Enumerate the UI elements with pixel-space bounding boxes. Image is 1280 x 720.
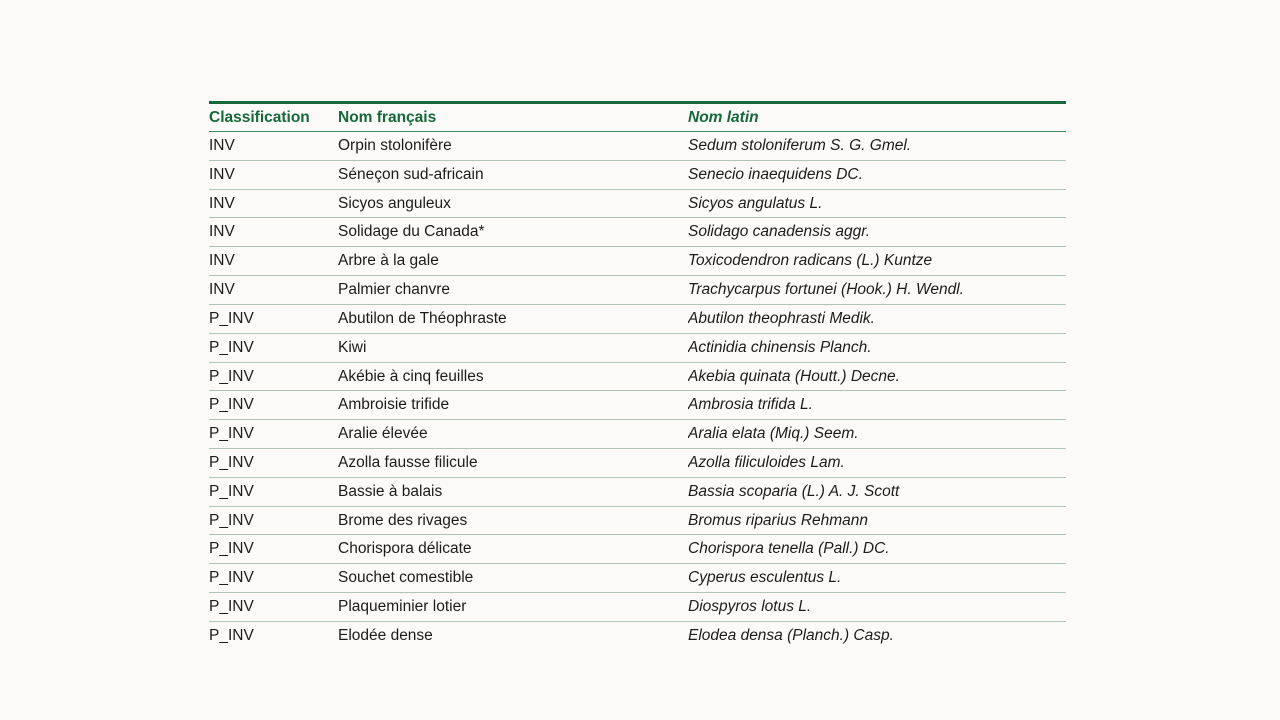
cell-nom-francais: Souchet comestible [338,564,688,593]
cell-classification: P_INV [209,593,338,622]
cell-classification: P_INV [209,420,338,449]
cell-nom-francais: Akébie à cinq feuilles [338,362,688,391]
table-row [209,477,1066,506]
cell-nom-latin: Trachycarpus fortunei (Hook.) H. Wendl. [688,276,1066,305]
cell-nom-latin: Cyperus esculentus L. [688,564,1066,593]
cell-classification: INV [209,132,338,161]
cell-classification: INV [209,218,338,247]
column-header-classification-label: Classification [209,109,310,126]
table-row [209,362,1066,391]
table-row [209,218,1066,247]
cell-nom-latin: Solidago canadensis aggr. [688,218,1066,247]
table-header-row [209,104,1066,132]
column-header-nom-francais [338,104,688,132]
cell-nom-francais: Abutilon de Théophraste [338,304,688,333]
table-row [209,391,1066,420]
cell-classification: INV [209,247,338,276]
cell-nom-francais: Kiwi [338,333,688,362]
cell-nom-francais: Arbre à la gale [338,247,688,276]
table-row [209,506,1066,535]
cell-classification: P_INV [209,333,338,362]
table-head [209,100,1066,132]
cell-nom-francais: Bassie à balais [338,477,688,506]
table-row [209,132,1066,161]
cell-nom-latin: Abutilon theophrasti Medik. [688,304,1066,333]
cell-nom-latin: Elodea densa (Planch.) Casp. [688,626,894,644]
cell-classification: INV [209,276,338,305]
cell-classification: P_INV [209,506,338,535]
cell-nom-francais: Elodée dense [338,626,433,644]
cell-nom-latin: Bromus riparius Rehmann [688,506,1066,535]
table-row [209,247,1066,276]
table-row [209,304,1066,333]
table-row [209,333,1066,362]
cell-classification: INV [209,160,338,189]
cell-nom-francais: Aralie élevée [338,420,688,449]
table-row [209,593,1066,622]
cell-nom-francais: Palmier chanvre [338,276,688,305]
table-row [209,189,1066,218]
cell-classification: P_INV [209,626,254,644]
cell-nom-francais: Brome des rivages [338,506,688,535]
cell-classification: INV [209,189,338,218]
table-body [209,132,1066,650]
table-row [209,621,1066,649]
cell-nom-latin: Azolla filiculoides Lam. [688,448,1066,477]
cell-classification: P_INV [209,391,338,420]
cell-nom-latin: Aralia elata (Miq.) Seem. [688,420,1066,449]
cell-nom-latin: Toxicodendron radicans (L.) Kuntze [688,247,1066,276]
cell-nom-francais: Séneçon sud-africain [338,160,688,189]
cell-nom-francais: Ambroisie trifide [338,391,688,420]
cell-nom-latin: Senecio inaequidens DC. [688,160,1066,189]
cell-nom-francais: Plaqueminier lotier [338,593,688,622]
table-row [209,420,1066,449]
table-row [209,448,1066,477]
cell-nom-francais: Chorispora délicate [338,535,688,564]
column-header-nom-francais-label: Nom français [338,109,437,126]
cell-classification: P_INV [209,564,338,593]
cell-nom-latin: Akebia quinata (Houtt.) Decne. [688,362,1066,391]
cell-nom-latin: Sicyos angulatus L. [688,189,1066,218]
table-row [209,276,1066,305]
cell-nom-latin: Ambrosia trifida L. [688,391,1066,420]
table-row [209,564,1066,593]
cell-nom-latin: Actinidia chinensis Planch. [688,333,1066,362]
column-header-classification [209,104,338,132]
column-header-nom-latin [688,104,1066,132]
cell-nom-latin: Bassia scoparia (L.) A. J. Scott [688,477,1066,506]
cell-classification: P_INV [209,304,338,333]
table-row [209,535,1066,564]
cell-nom-francais: Sicyos anguleux [338,189,688,218]
cell-nom-francais: Solidage du Canada* [338,218,688,247]
cell-nom-francais: Azolla fausse filicule [338,448,688,477]
cell-classification: P_INV [209,477,338,506]
table-row [209,160,1066,189]
cell-nom-latin: Diospyros lotus L. [688,593,1066,622]
cell-nom-francais: Orpin stolonifère [338,132,688,161]
cell-nom-latin: Sedum stoloniferum S. G. Gmel. [688,132,1066,161]
cell-classification: P_INV [209,535,338,564]
species-table [209,100,1066,650]
cell-classification: P_INV [209,448,338,477]
species-table-container [209,100,1066,650]
cell-classification: P_INV [209,362,338,391]
cell-nom-latin: Chorispora tenella (Pall.) DC. [688,535,1066,564]
column-header-nom-latin-label: Nom latin [688,109,759,126]
